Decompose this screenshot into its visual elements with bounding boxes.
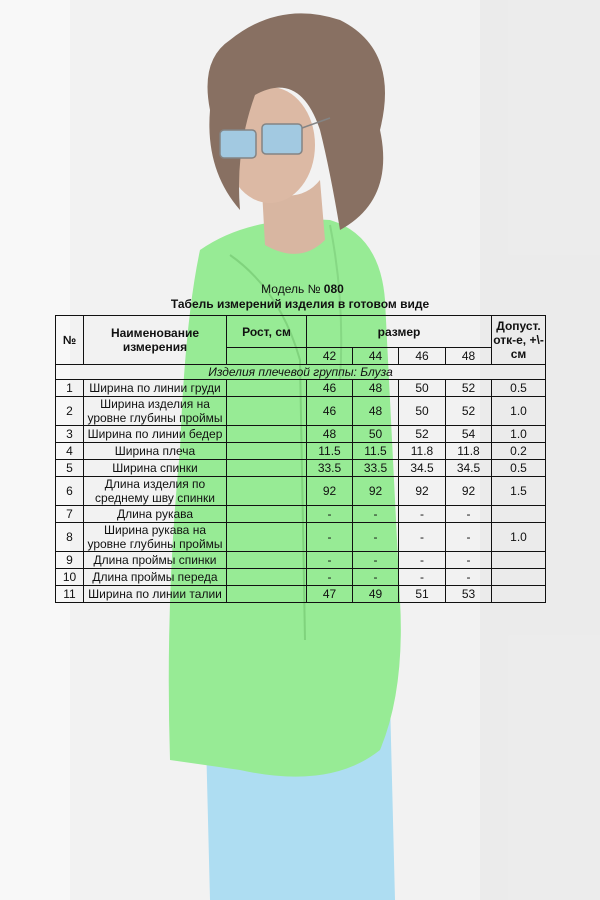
size-value: - — [446, 523, 492, 552]
table-row — [56, 460, 546, 477]
tolerance-value: 0.5 — [492, 380, 546, 397]
size-value: 92 — [353, 477, 399, 506]
size-value: - — [353, 552, 399, 569]
row-number: 8 — [56, 523, 84, 552]
size-value: 11.5 — [307, 443, 353, 460]
size-value: 53 — [446, 586, 492, 603]
size-value: - — [399, 552, 446, 569]
size-value: 48 — [353, 397, 399, 426]
size-value: 50 — [399, 380, 446, 397]
size-value: - — [399, 506, 446, 523]
table-row — [56, 506, 546, 523]
tolerance-value — [492, 506, 546, 523]
size-value: - — [307, 569, 353, 586]
header-number: № — [56, 316, 84, 365]
tolerance-value — [492, 552, 546, 569]
size-value: 46 — [307, 397, 353, 426]
height-cell — [227, 477, 307, 506]
measurement-table — [55, 315, 546, 603]
row-number: 1 — [56, 380, 84, 397]
size-value: - — [446, 552, 492, 569]
row-number: 7 — [56, 506, 84, 523]
height-cell — [227, 506, 307, 523]
size-value: - — [307, 506, 353, 523]
height-cell — [227, 523, 307, 552]
row-number: 11 — [56, 586, 84, 603]
height-cell — [227, 569, 307, 586]
table-row — [56, 586, 546, 603]
table-row — [56, 523, 546, 552]
measurement-name: Ширина изделия на уровне глубины проймы — [84, 397, 227, 426]
table-row — [56, 426, 546, 443]
size-value: 54 — [446, 426, 492, 443]
size-value: 50 — [353, 426, 399, 443]
size-value: - — [399, 523, 446, 552]
size-cell: 42 — [307, 348, 353, 365]
measurement-name: Ширина по линии талии — [84, 586, 227, 603]
size-value: 52 — [399, 426, 446, 443]
size-value: 33.5 — [307, 460, 353, 477]
size-cell: 46 — [399, 348, 446, 365]
tolerance-value — [492, 586, 546, 603]
model-number: 080 — [323, 282, 344, 296]
height-cell — [227, 586, 307, 603]
measurement-name: Длина проймы спинки — [84, 552, 227, 569]
size-value: - — [446, 569, 492, 586]
table-row — [56, 552, 546, 569]
tolerance-value: 1.0 — [492, 426, 546, 443]
measurement-name: Ширина спинки — [84, 460, 227, 477]
size-value: 11.8 — [446, 443, 492, 460]
size-value: - — [307, 523, 353, 552]
size-value: 52 — [446, 380, 492, 397]
height-cell — [227, 443, 307, 460]
size-cell: 48 — [446, 348, 492, 365]
row-number: 5 — [56, 460, 84, 477]
header-tolerance: Допуст. отк-е, +\-см — [492, 316, 546, 365]
tolerance-value — [492, 569, 546, 586]
tolerance-value: 0.2 — [492, 443, 546, 460]
row-number: 3 — [56, 426, 84, 443]
row-number: 4 — [56, 443, 84, 460]
size-value: 92 — [307, 477, 353, 506]
size-value: 34.5 — [446, 460, 492, 477]
size-value: 92 — [446, 477, 492, 506]
header-name: Наименование измерения — [84, 316, 227, 365]
size-value: 34.5 — [399, 460, 446, 477]
size-cell: 44 — [353, 348, 399, 365]
measurement-name: Ширина плеча — [84, 443, 227, 460]
measurement-document — [0, 282, 600, 601]
row-number: 6 — [56, 477, 84, 506]
section-title: Изделия плечевой группы: Блуза — [56, 365, 546, 380]
size-value: 33.5 — [353, 460, 399, 477]
row-number: 10 — [56, 569, 84, 586]
table-row — [56, 569, 546, 586]
height-cell — [227, 460, 307, 477]
row-number: 9 — [56, 552, 84, 569]
measurement-name: Длина проймы переда — [84, 569, 227, 586]
size-value: - — [446, 506, 492, 523]
tolerance-value: 0.5 — [492, 460, 546, 477]
size-value: 46 — [307, 380, 353, 397]
model-label: Модель № — [261, 282, 321, 296]
measurement-name: Ширина по линии бедер — [84, 426, 227, 443]
size-value: - — [353, 506, 399, 523]
size-value: 48 — [353, 380, 399, 397]
measurement-name: Длина изделия по среднему шву спинки — [84, 477, 227, 506]
tolerance-value: 1.5 — [492, 477, 546, 506]
size-value: 11.5 — [353, 443, 399, 460]
tolerance-value: 1.0 — [492, 523, 546, 552]
row-number: 2 — [56, 397, 84, 426]
header-height-blank — [227, 348, 307, 365]
table-row — [56, 443, 546, 460]
height-cell — [227, 397, 307, 426]
measurement-rows — [56, 365, 546, 603]
size-value: 51 — [399, 586, 446, 603]
size-value: 52 — [446, 397, 492, 426]
size-value: 47 — [307, 586, 353, 603]
header-height: Рост, см — [227, 316, 307, 348]
size-value: - — [307, 552, 353, 569]
height-cell — [227, 380, 307, 397]
table-row — [56, 397, 546, 426]
table-row — [56, 380, 546, 397]
measurement-name: Ширина по линии груди — [84, 380, 227, 397]
size-value: 92 — [399, 477, 446, 506]
size-value: - — [399, 569, 446, 586]
tolerance-value: 1.0 — [492, 397, 546, 426]
size-value: 50 — [399, 397, 446, 426]
height-cell — [227, 552, 307, 569]
model-number-line — [5, 282, 600, 296]
header-size: размер — [307, 316, 492, 348]
height-cell — [227, 426, 307, 443]
measurement-name: Длина рукава — [84, 506, 227, 523]
size-value: - — [353, 523, 399, 552]
measurement-name: Ширина рукава на уровне глубины проймы — [84, 523, 227, 552]
size-value: 11.8 — [399, 443, 446, 460]
document-title: Табель измерений изделия в готовом виде — [170, 297, 430, 311]
size-value: 49 — [353, 586, 399, 603]
size-value: - — [353, 569, 399, 586]
table-row — [56, 477, 546, 506]
size-value: 48 — [307, 426, 353, 443]
